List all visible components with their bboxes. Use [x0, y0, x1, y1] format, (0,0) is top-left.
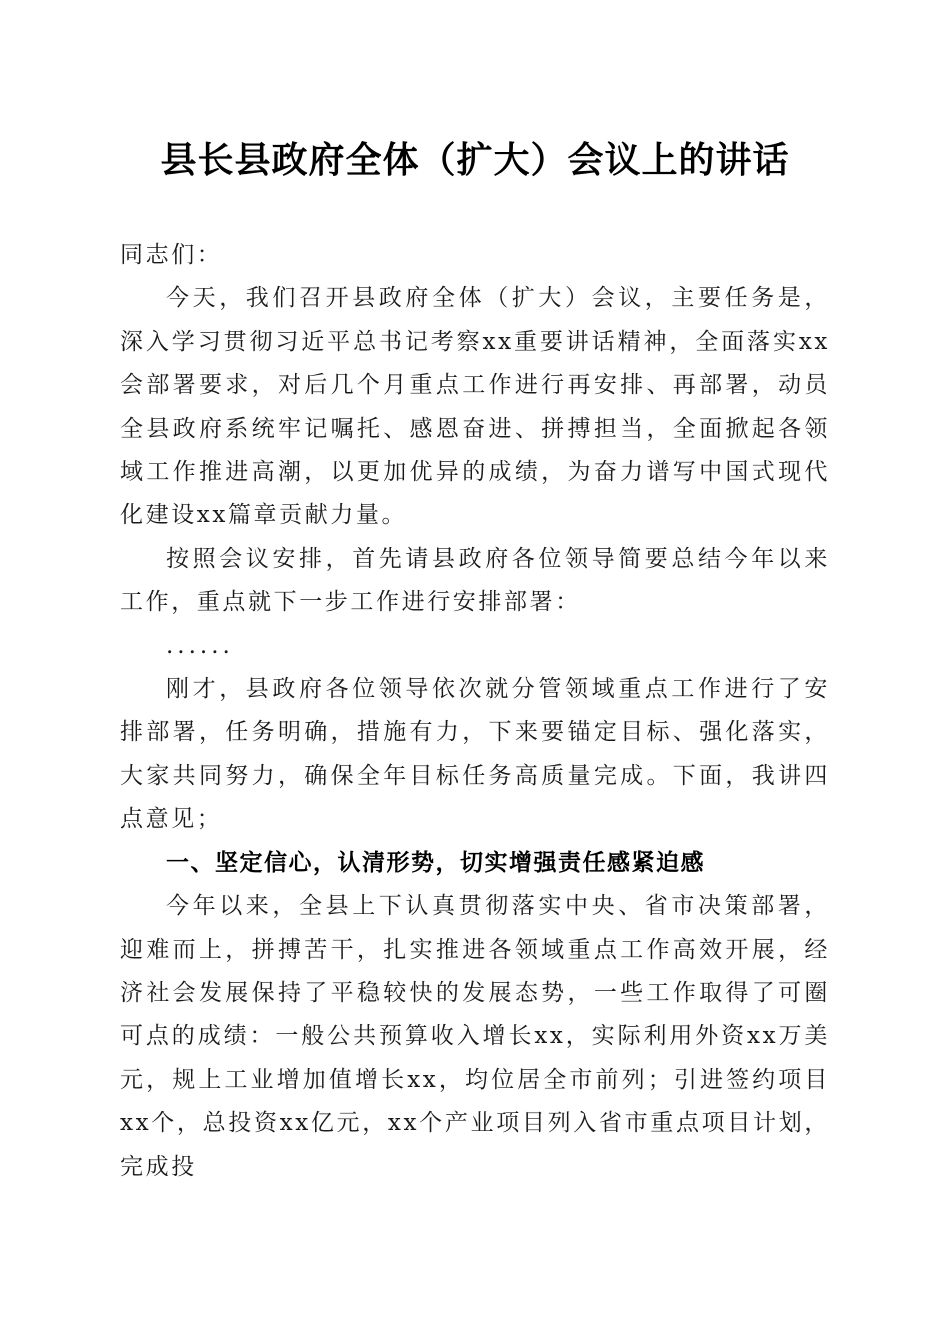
- salutation: 同志们：: [120, 242, 223, 268]
- paragraph-arrangement: 按照会议安排，首先请县政府各位领导简要总结今年以来工作，重点就下一步工作进行安排部署：: [120, 545, 830, 616]
- section-heading: 一、坚定信心，认清形势，切实增强责任感紧迫感: [166, 849, 705, 876]
- document-body: [120, 234, 830, 1189]
- paragraph-ellipsis: ......: [166, 632, 234, 659]
- paragraph-transition: 刚才，县政府各位领导依次就分管领域重点工作进行了安排部署，任务明确，措施有力，下来要锚定目标、强化落实，大家共同努力，确保全年目标任务高质量完成。下面，我讲四点意见；: [120, 676, 830, 833]
- section-paragraph: 今年以来，全县上下认真贯彻落实中央、省市决策部署，迎难而上，拼搏苦干，扎实推进各领域重点工作高效开展，经济社会发展保持了平稳较快的发展态势，一些工作取得了可圈可点的成绩：一般公共预算收入增长xx，实际利用外资xx万美元，规上工业增加值增长xx，均位居全市前列；引进签约项目xx个，总投资xx亿元，xx个产业项目列入省市重点项目计划，完成投: [120, 893, 830, 1180]
- document-title: 县长县政府全体（扩大）会议上的讲话: [160, 139, 790, 181]
- paragraph-opening: 今天，我们召开县政府全体（扩大）会议，主要任务是，深入学习贯彻习近平总书记考察xx重要讲话精神，全面落实xx会部署要求，对后几个月重点工作进行再安排、再部署，动员全县政府系统牢记嘱托、感恩奋进、拼搏担当，全面掀起各领域工作推进高潮，以更加优异的成绩，为奋力谱写中国式现代化建设xx篇章贡献力量。: [120, 285, 830, 529]
